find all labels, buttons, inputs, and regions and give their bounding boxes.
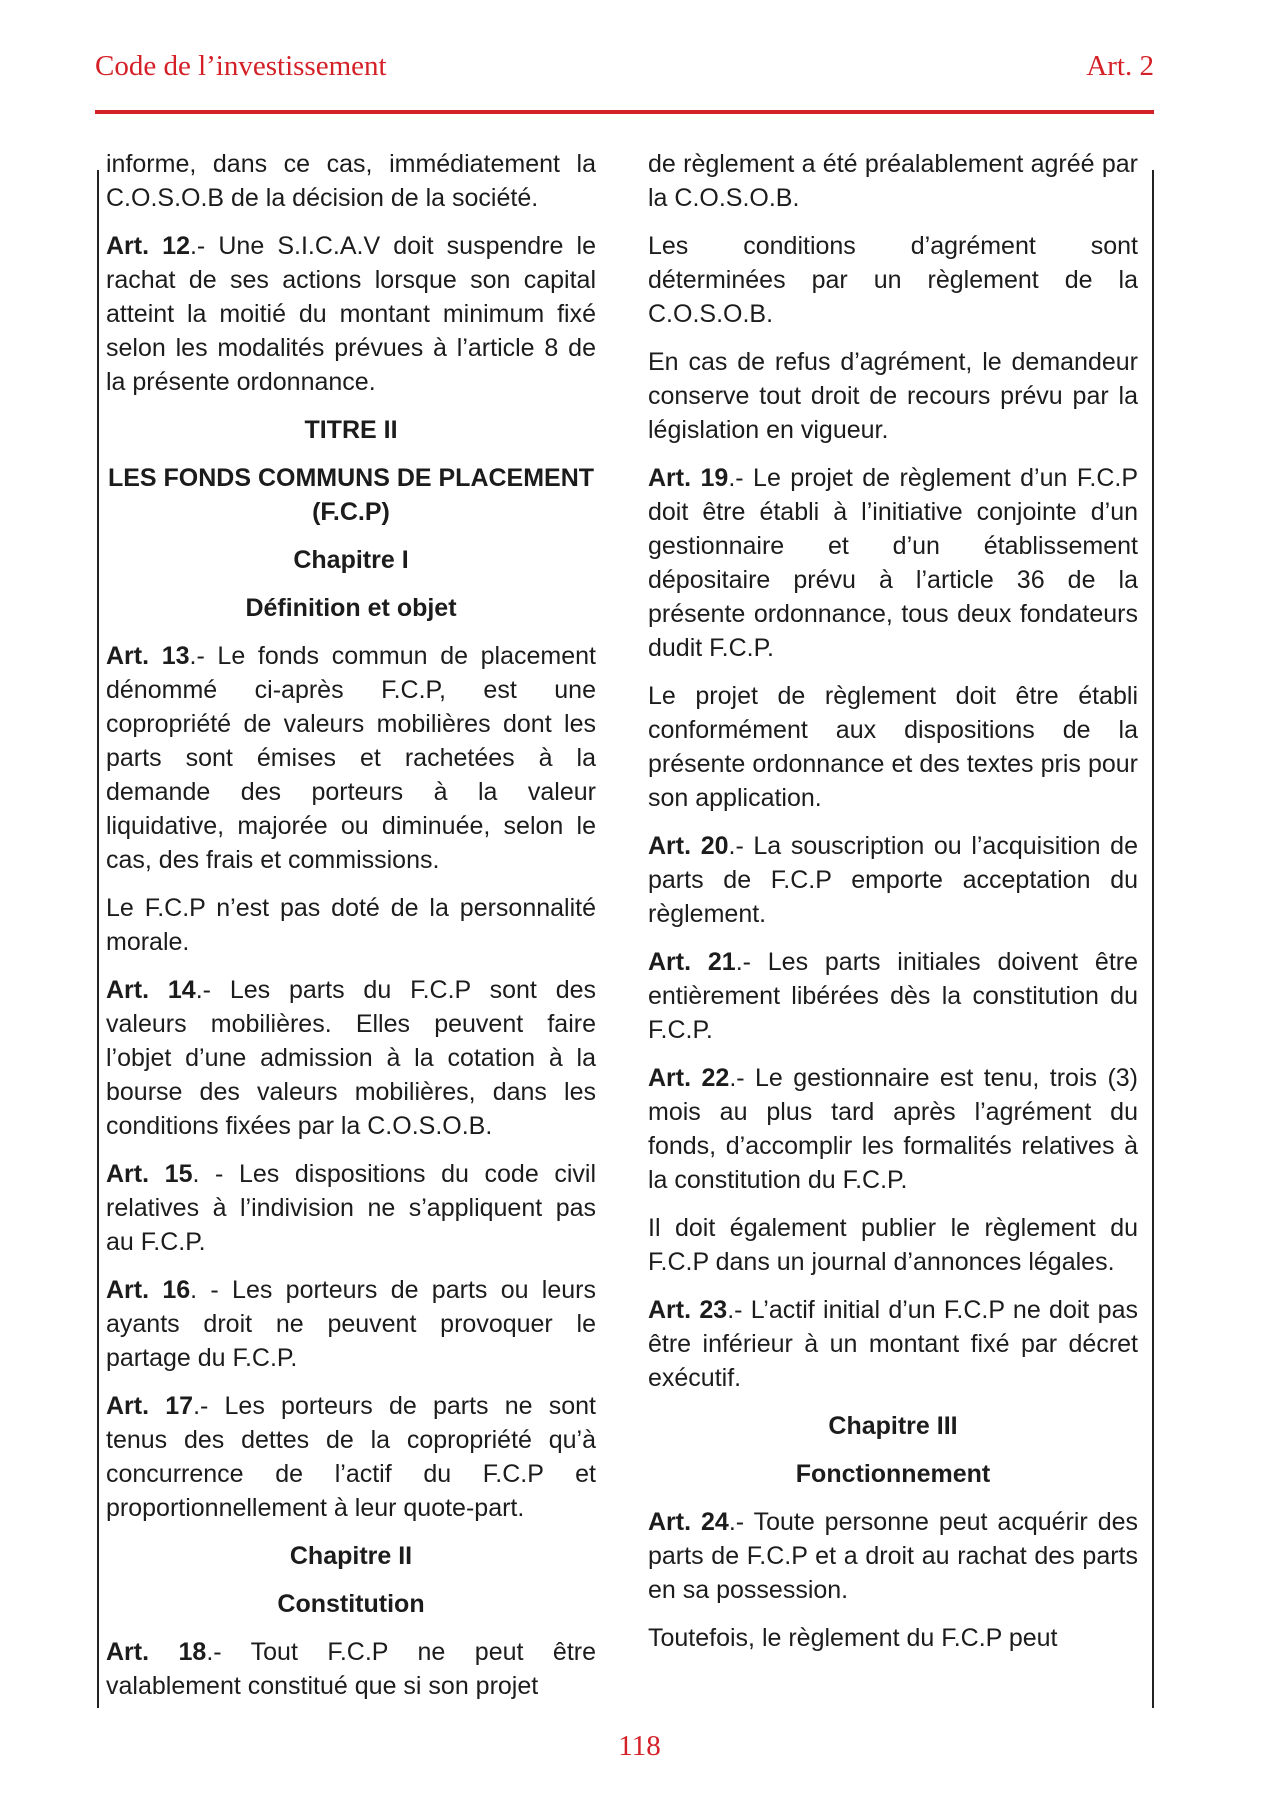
paragraph-text: .- Les parts du F.C.P sont des valeurs mobilières. Elles peuvent faire l’objet d’une admission à la cotation à la bourse des valeurs mobilières, dans les conditions fixées par la C.O.S.O.B. [106,976,596,1140]
paragraph-text: .- Le gestionnaire est tenu, trois (3) mois au plus tard après l’agrément du fonds, d’accomplir les formalités relatives à la constitution du F.C.P. [648,1064,1138,1194]
article-number: Art. 18 [106,1638,207,1666]
header-rule [95,110,1154,114]
section-heading: TITRE II [304,416,398,444]
paragraph-text: Toutefois, le règlement du F.C.P peut [648,1624,1058,1652]
paragraph-text: . - Les porteurs de parts ou leurs ayants droit ne peuvent provoquer le partage du F.C.P. [106,1276,596,1372]
section-heading: Chapitre I [293,546,409,574]
section-heading: Constitution [277,1590,425,1618]
paragraph [648,679,1138,815]
article-number: Art. 16 [106,1276,191,1304]
paragraph [106,891,596,959]
paragraph [106,1273,596,1375]
paragraph-text: En cas de refus d’agrément, le demandeur conserve tout droit de recours prévu par la législation en vigueur. [648,348,1138,444]
paragraph [106,1157,596,1259]
paragraph [106,147,596,215]
section-heading: LES FONDS COMMUNS DE PLACEMENT (F.C.P) [107,464,595,526]
paragraph [648,945,1138,1047]
article-number: Art. 19 [648,464,729,492]
paragraph [648,147,1138,215]
paragraph-text: .- Les parts initiales doivent être entièrement libérées dès la constitution du F.C.P. [648,948,1138,1044]
article-number: Art. 12 [106,232,190,260]
paragraph [648,1211,1138,1279]
paragraph-text: .- Tout F.C.P ne peut être valablement constitué que si son projet [106,1638,597,1700]
section-heading: Chapitre II [289,1542,413,1570]
paragraph-text: .- Les porteurs de parts ne sont tenus des dettes de la copropriété qu’à concurrence de l’actif du F.C.P et proportionnellement à leur quote-part. [106,1392,596,1522]
paragraph [648,229,1138,331]
paragraph-text: .- Toute personne peut acquérir des parts de F.C.P et a droit au rachat des parts en sa possession. [648,1508,1138,1604]
article-number: Art. 22 [648,1064,730,1092]
article-number: Art. 24 [648,1508,729,1536]
running-header-title: Code de l’investissement [95,50,387,82]
paragraph-text: . - Les dispositions du code civil relatives à l’indivision ne s’appliquent pas au F.C.P. [106,1160,596,1256]
page-number: 118 [618,1730,661,1762]
paragraph [648,829,1138,931]
article-number: Art. 14 [106,976,196,1004]
paragraph-text: informe, dans ce cas, immédiatement la C.O.S.O.B de la décision de la société. [106,150,596,212]
right-column-rule [1152,170,1154,1708]
paragraph [648,461,1138,665]
left-column [106,147,596,1717]
left-column-rule [97,170,99,1708]
paragraph [106,973,596,1143]
running-header-article: Art. 2 [1086,50,1154,82]
paragraph [648,1293,1138,1395]
paragraph-text: .- L’actif initial d’un F.C.P ne doit pas être inférieur à un montant fixé par décret exécutif. [648,1296,1138,1392]
paragraph-text: .- Une S.I.C.A.V doit suspendre le rachat de ses actions lorsque son capital atteint la moitié du montant minimum fixé selon les modalités prévues à l’article 8 de la présente ordonnance. [106,232,597,396]
article-number: Art. 23 [648,1296,728,1324]
paragraph-text: Il doit également publier le règlement du F.C.P dans un journal d’annonces légales. [648,1214,1138,1276]
paragraph-text: .- Le projet de règlement d’un F.C.P doit être établi à l’initiative conjointe d’un gestionnaire et d’un établissement dépositaire prévu à l’article 36 de la présente ordonnance, tous deux fondateurs dudit F.C.P. [648,464,1138,662]
paragraph [648,1621,1138,1655]
paragraph [106,229,596,399]
paragraph [648,1061,1138,1197]
section-heading: Chapitre III [828,1412,958,1440]
paragraph [648,1505,1138,1607]
paragraph-text: Le F.C.P n’est pas doté de la personnalité morale. [106,894,596,956]
paragraph [106,1389,596,1525]
paragraph-text: .- Le fonds commun de placement dénommé ci-après F.C.P, est une copropriété de valeurs mobilières dont les parts sont émises et rachetées à la demande des porteurs à la valeur liquidative, majorée ou diminuée, selon le cas, des frais et commissions. [106,642,596,874]
paragraph [106,1635,596,1703]
right-column [648,147,1138,1669]
article-number: Art. 21 [648,948,736,976]
paragraph-text: .- La souscription ou l’acquisition de parts de F.C.P emporte acceptation du règlement. [648,832,1138,928]
paragraph [106,639,596,877]
paragraph-text: Les conditions d’agrément sont déterminées par un règlement de la C.O.S.O.B. [648,232,1138,328]
article-number: Art. 17 [106,1392,194,1420]
paragraph [648,345,1138,447]
paragraph-text: Le projet de règlement doit être établi conformément aux dispositions de la présente ordonnance et des textes pris pour son application. [648,682,1138,812]
section-heading: Définition et objet [245,594,457,622]
paragraph-text: de règlement a été préalablement agréé par la C.O.S.O.B. [648,150,1138,212]
article-number: Art. 15 [106,1160,193,1188]
article-number: Art. 20 [648,832,729,860]
section-heading: Fonctionnement [795,1460,991,1488]
article-number: Art. 13 [106,642,190,670]
